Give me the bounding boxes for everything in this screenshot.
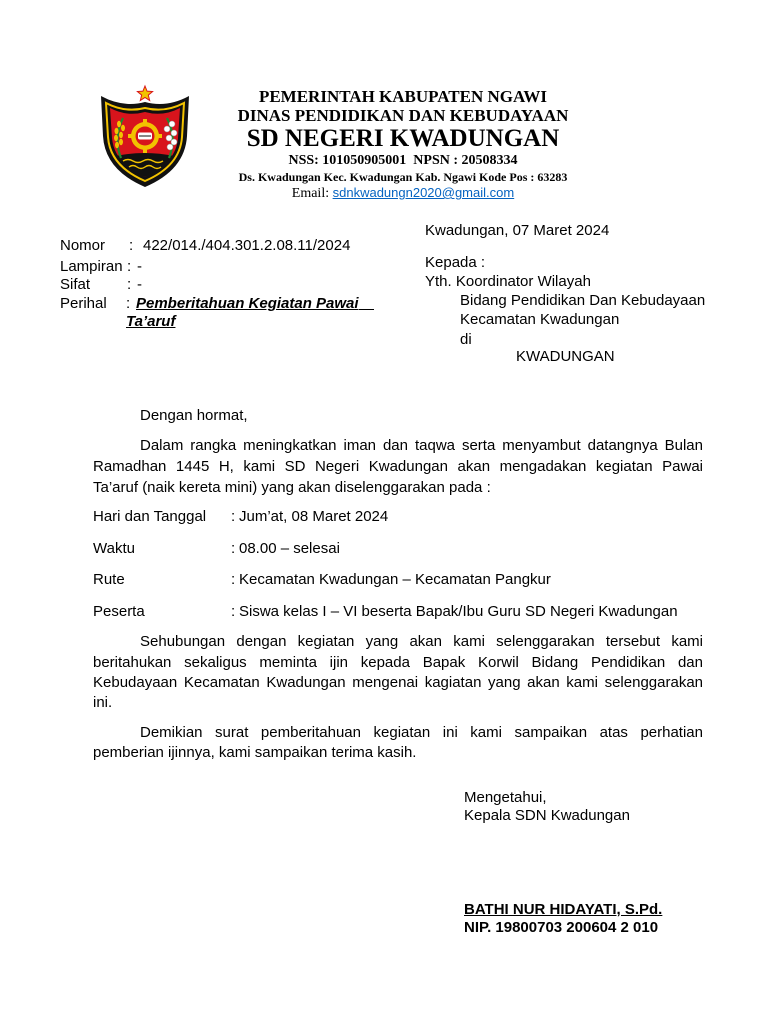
recipient-line: Kecamatan Kwadungan: [460, 311, 620, 328]
detail-label: Waktu: [93, 540, 135, 557]
detail-label: Hari dan Tanggal: [93, 508, 207, 525]
perihal-value-line-2: Ta’aruf: [126, 313, 176, 330]
government-name: PEMERINTAH KABUPATEN NGAWI: [258, 87, 548, 106]
lampiran-separator: :: [127, 258, 132, 275]
perihal-separator: :: [126, 295, 131, 312]
recipient-line: Yth. Koordinator Wilayah: [425, 273, 591, 290]
perihal-subject-text: Pemberitahuan Kegiatan Pawai: [136, 295, 359, 312]
school-address: Ds. Kwadungan Kec. Kwadungan Kab. Ngawi Kode Pos : 63283: [238, 170, 568, 184]
detail-value: Siswa kelas I – VI beserta Bapak/Ibu Guru SD Negeri Kwadungan: [239, 603, 678, 620]
paragraph-3-line: Demikian surat pemberitahuan kegiatan ini kami sampaikan atas perhatian: [140, 724, 703, 741]
detail-separator: :: [231, 603, 236, 620]
salutation: Dengan hormat,: [140, 407, 248, 424]
detail-value: Kecamatan Kwadungan – Kecamatan Pangkur: [239, 571, 551, 588]
paragraph-1-line: Ramadhan 1445 H, kami SD Negeri Kwadungan akan mengadakan kegiatan Pawai: [93, 458, 703, 475]
detail-label: Rute: [93, 571, 125, 588]
detail-value: Jum’at, 08 Maret 2024: [239, 508, 389, 525]
signature-position: Kepala SDN Kwadungan: [464, 807, 630, 824]
nomor-label: Nomor: [60, 237, 106, 254]
recipient-city: KWADUNGAN: [516, 348, 615, 365]
subject-underline-extension: [359, 295, 374, 310]
place-date: Kwadungan, 07 Maret 2024: [425, 222, 610, 239]
recipient-line: di: [460, 331, 472, 348]
sifat-separator: :: [127, 276, 132, 293]
detail-separator: :: [231, 571, 236, 588]
agency-name: DINAS PENDIDIKAN DAN KEBUDAYAAN: [237, 106, 569, 125]
school-name: SD NEGERI KWADUNGAN: [246, 125, 560, 152]
detail-separator: :: [231, 540, 236, 557]
signature-acknowledged: Mengetahui,: [464, 789, 547, 806]
paragraph-1-line: Dalam rangka meningkatkan iman dan taqwa serta menyambut datangnya Bulan: [140, 437, 703, 454]
paragraph-2-line: beritahukan sekaligus meminta ijin kepada Bapak Korwil Bidang Pendidikan dan: [93, 654, 703, 671]
detail-value: 08.00 – selesai: [239, 540, 340, 557]
detail-label: Peserta: [93, 603, 145, 620]
paragraph-2-line: Sehubungan dengan kegiatan yang akan kami selenggarakan tersebut kami: [140, 633, 703, 650]
detail-separator: :: [231, 508, 236, 525]
email-label: Email:: [291, 186, 333, 201]
perihal-label: Perihal: [60, 295, 107, 312]
school-ids: NSS: 101050905001 NPSN : 20508334: [288, 153, 518, 168]
sifat-label: Sifat: [60, 276, 91, 293]
signatory-name: BATHI NUR HIDAYATI, S.Pd.: [464, 901, 663, 918]
ngawi-emblem-logo: [99, 84, 191, 188]
nomor-separator: :: [129, 237, 134, 254]
sifat-value: -: [137, 276, 142, 293]
paragraph-2-line: Kebudayaan Kecamatan Kwadungan mengenai kagiatan yang akan kami selenggarakan: [93, 674, 703, 691]
paragraph-3-line: pemberian ijinnya, kami sampaikan terima kasih.: [93, 744, 417, 761]
paragraph-2-line: ini.: [93, 694, 113, 711]
lampiran-label: Lampiran: [60, 258, 123, 275]
signatory-nip: NIP. 19800703 200604 2 010: [464, 919, 659, 936]
paragraph-1-line: Ta’aruf (naik kereta mini) yang akan diselenggarakan pada :: [93, 479, 491, 496]
email-line: [200, 184, 606, 202]
nomor-value: 422/014./404.301.2.08.11/2024: [143, 237, 351, 254]
recipient-kepada: Kepada :: [425, 254, 486, 271]
recipient-line: Bidang Pendidikan Dan Kebudayaan: [460, 292, 706, 309]
perihal-value-line-1: [136, 295, 374, 313]
email-link[interactable]: sdnkwadungn2020@gmail.com: [332, 185, 515, 200]
lampiran-value: -: [137, 258, 142, 275]
